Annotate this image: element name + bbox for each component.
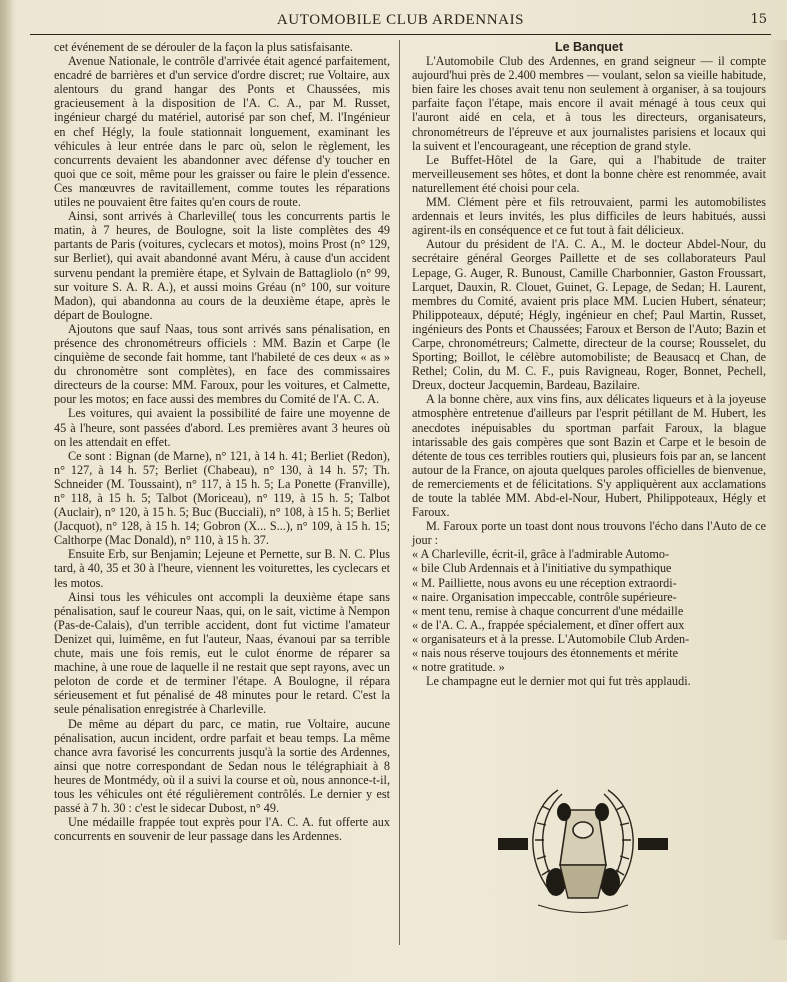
page-edge xyxy=(767,40,787,940)
paragraph: De même au départ du parc, ce matin, rue Voltaire, aucune pénalisation, aucun incident, ordre parfait et beau temps. La même chance avra favorisé les concurrents jusqu'à la sortie des Ardennes, ainsi que notre correspondant de Sedan nous le télégraphiait à 8 heures de Montmédy, où il a suivi la course et où, nous annonce-t-il, tous les véhicules ont été régulièrement contrôlés. Le dernier y est passé à 7 h. 30 : c'est le sidecar Dubost, n° 49. xyxy=(54,716,390,816)
page-number: 15 xyxy=(750,12,767,27)
page-title: AUTOMOBILE CLUB ARDENNAIS xyxy=(276,12,525,28)
quote-line: « nais nous réserve toujours des étonnements et mérite xyxy=(412,646,679,661)
left-column xyxy=(54,40,390,843)
quote-line: « ment tenu, remise à chaque concurrent d'une médaille xyxy=(412,603,684,618)
quote-line: « notre gratitude. » xyxy=(412,660,505,675)
quote-line: « de l'A. C. A., frappée spécialement, et dîner offert aux xyxy=(412,617,685,632)
section-title: Le Banquet xyxy=(554,40,624,54)
quote-line: « M. Pailliette, nous avons eu une réception extraordi- xyxy=(412,575,677,590)
toast-quote xyxy=(412,547,766,674)
column-divider xyxy=(399,40,400,945)
paragraph: MM. Clément père et fils retrouvaient, parmi les automobilistes ardennais et leurs invités, les plus difficiles de leurs habitués, aussi agirent-ils en conséquence et ce fut tout à fait délicieux. xyxy=(412,195,766,238)
racing-car-emblem-illustration xyxy=(498,770,668,920)
paragraph: Autour du président de l'A. C. A., M. le docteur Abdel-Nour, du secrétaire général Georges Paillette et de ses collaborateurs Paul Lepage, G. Auger, R. Bunoust, Camille Charbonnier, Gaston Froussart, Larquet, Dauxin, R. Clouet, Guinet, G. Lepage, de Sedan; H. Laurent, membres du Comité, avaient pris place MM. Lucien Hubert, sénateur; Philippoteaux, député; Hégly, ingénieur en chef; Paul Martin, Russet, ingénieurs des Ponts et Chaussées; Faroux et Berson de l'Auto; Bazin et Carpe, chronométreurs; Calmette, directeur de la course; Rousselet, du Sporting; Boillot, le célèbre automobiliste; de Beausacq et Chan, de Rethel; Colin, du M. C. F., puis Ravigneau, Roger, Bonnet, Pechell, Dreux, docteur Jacquemin, Bardeau, Bazilaire. xyxy=(412,237,766,393)
paragraph: L'Automobile Club des Ardennes, en grand seigneur — il compte aujourd'hui près de 2.400 membres — voulant, selon sa vieille habitude, bien faire les choses avait tenu non seulement à organiser, à sa toujours parfaite façon l'étape, mais encore il avait ménagé à tous ceux qui l'auront aidé en cela, et à tous les directeurs, organisateurs, chronométreurs de l'épreuve et aux journalistes parisiens et locaux qui la suivent et l'encourageant, une réception de grand style. xyxy=(412,54,766,153)
quote-line: « organisateurs et à la presse. L'Automobile Club Arden- xyxy=(412,631,690,646)
paragraph: M. Faroux porte un toast dont nous trouvons l'écho dans l'Auto de ce jour : xyxy=(412,519,766,548)
quote-line: « A Charleville, écrit-il, grâce à l'admirable Automo- xyxy=(412,547,670,562)
paragraph: Les voitures, qui avaient la possibilité de faire une moyenne de 45 à l'heure, sont passées d'abord. Les premières avant 3 heures où on les attendait en effet. xyxy=(54,406,390,449)
quote-line: « bile Club Ardennais et à l'initiative du sympathique xyxy=(412,561,672,576)
paragraph: Ainsi tous les véhicules ont accompli la deuxième étape sans pénalisation, sauf le coureur Naas, qui, on le sait, victime à Nempon (Pas-de-Calais), d'un terrible accident, dont fut victime l'amateur Denizet qui, luimême, en fut l'auteur, Naas, évanoui par sa terrible chute, mais une fois remis, eut le culot énorme de réparer sa machine, à une roue de laquelle il ne restait que sept rayons, avec un peloton de corde et de terminer l'étape. A Boulogne, il répara sérieusement et fut pénalisé de 48 minutes pour le retard. C'est la seule pénalisation enregistrée à Charleville. xyxy=(54,589,390,717)
paragraph: Ce sont : Bignan (de Marne), n° 121, à 14 h. 41; Berliet (Redon), n° 127, à 14 h. 57; Berliet (Chabeau), n° 130, à 14 h. 57; Th. Schneider (M. Toussaint), n° 117, à 15 h. 5; La Ponette (Franville), n° 118, à 15 h. 5; Talbot (Moriceau), n° 119, à 15 h. 5; Talbot (Auclair), n° 120, à 15 h. 5; Buc (Bucciali), n° 108, à 15 h. 5; Berliet (Jacquot), n° 128, à 15 h. 14; Gobron (X... S...), n° 109, à 15 h. 15; Calthorpe (Mac Donald), n° 110, à 15 h. 37. xyxy=(54,448,390,548)
quote-line: « naire. Organisation impeccable, contrôle supérieure- xyxy=(412,589,677,604)
binding-shadow xyxy=(0,0,14,982)
right-column xyxy=(412,40,766,688)
paragraph: Le Buffet-Hôtel de la Gare, qui a l'habitude de traiter merveilleusement ses hôtes, et dont la bonne chère est renommée, avait naturellement été choisi pour cela. xyxy=(412,152,766,195)
paragraph: Avenue Nationale, le contrôle d'arrivée était agencé parfaitement, encadré de barrières et d'un service d'ordre discret; rue Voltaire, aux alentours du grand hangar des Ponts et Chaussées, mis gracieusement à la disposition de l'A. C. A., par M. Russet, ingénieur chargé du matériel, autorisé par son chef, M. l'Ingénieur en chef Hégly, la foule stationnait longuement, examinant les véhicules à leur entrée dans le parc où, selon le règlement, les concurrents devaient les abandonner avec défense d'y toucher en quoi que ce soit, même pour les graisser ou faire le plein d'essence. Ces manœuvres de ravitaillement, comme toutes les réparations utiles ne pouvaient être faites qu'en cours de route. xyxy=(54,54,390,210)
paragraph: Ajoutons que sauf Naas, tous sont arrivés sans pénalisation, en présence des chronométreurs officiels : MM. Bazin et Carpe (le cinquième de seconde fait homme, tant l'habileté de ces deux « as » du chronomètre sont complètes), en face des commissaires directeurs de la course: MM. Faroux, pour les voitures, et Calmette, pour les motos; en face aussi des membres du Comité de l'A. C. A. xyxy=(54,321,390,407)
paragraph: A la bonne chère, aux vins fins, aux délicates liqueurs et à la joyeuse atmosphère entretenue d'ailleurs par l'esprit pétillant de M. Hubert, les anecdotes inépuisables du sportman parfait Faroux, la blague intarissable des gais compères que sont Bazin et Carpe et le besoin de détente de tous ces terribles routiers qui, plusieurs fois par an, se lancent autour de la France, on ajouta quelques paroles officielles de bienvenue, de remerciements et de félicitations. S'y appliquèrent aux acclamations de toute la tablée MM. Abd-el-Nour, Hubert, Philippoteaux, Hégly et Faroux. xyxy=(412,392,766,520)
paragraph: Une médaille frappée tout exprès pour l'A. C. A. fut offerte aux concurrents en souvenir de leur passage dans les Ardennes. xyxy=(54,815,390,844)
paragraph: Ensuite Erb, sur Benjamin; Lejeune et Pernette, sur B. N. C. Plus tard, à 40, 35 et 30 à l'heure, viennent les voiturettes, les cyclecars et les motos. xyxy=(54,547,390,590)
closing-line: Le champagne eut le dernier mot qui fut très applaudi. xyxy=(426,674,691,689)
page-header xyxy=(30,10,771,35)
paragraph: cet événement de se dérouler de la façon la plus satisfaisante. xyxy=(54,40,353,54)
paragraph: Ainsi, sont arrivés à Charleville( tous les concurrents partis le matin, à 7 heures, de Boulogne, soit la liste complètes des 49 partants de Paris (voitures, cyclecars et motos), moins Prost (n° 129, sur Berliet), qui avait abandonné avant Méru, à cause d'un accident survenu pendant la première étape, et Sylvain de Battagliolo (n° 99, sur voiture S. A. R. A.), et aussi moins Gréau (n° 100, sur voiture Madon), qui abandonna au cours de la deuxième étape, après le départ de Boulogne. xyxy=(54,209,390,322)
